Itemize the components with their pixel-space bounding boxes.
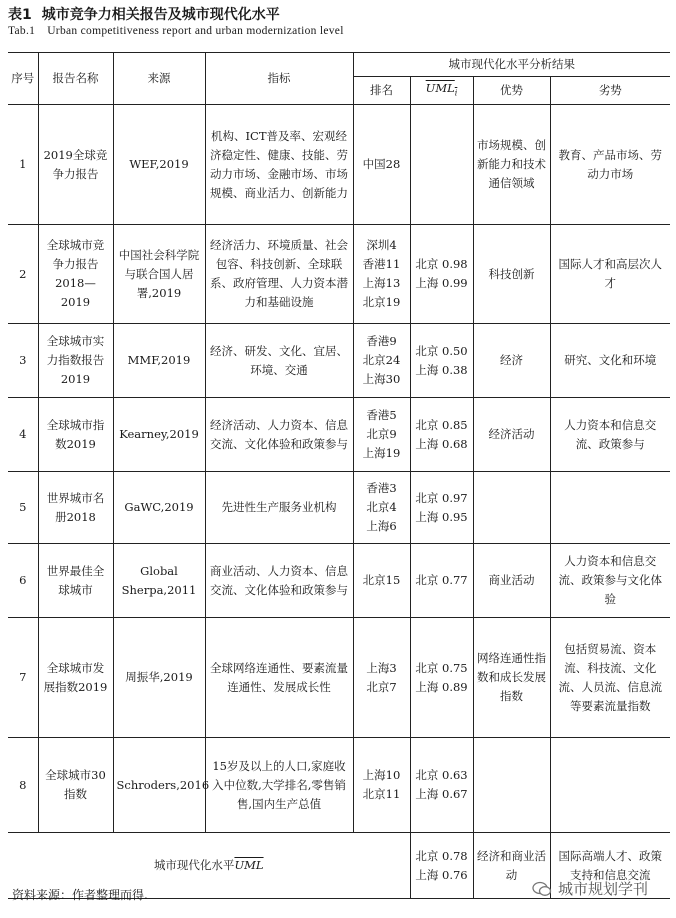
cell-source: Schroders,2016 — [113, 738, 205, 833]
cell-weakness: 人力资本和信息交流、政策参与文化体验 — [550, 544, 670, 618]
table-row — [8, 398, 670, 472]
summary-uml: 北京 0.78 上海 0.76 — [410, 833, 473, 899]
cell-uml: 北京 0.63 上海 0.67 — [410, 738, 473, 833]
table-caption-cn — [8, 6, 280, 24]
table-number-en: Tab.1 — [8, 25, 36, 37]
cell-source: 中国社会科学院与联合国人居署,2019 — [113, 225, 205, 324]
cell-weakness — [550, 472, 670, 544]
cell-source: Global Sherpa,2011 — [113, 544, 205, 618]
cell-weakness: 研究、文化和环境 — [550, 324, 670, 398]
cell-rank: 中国28 — [353, 105, 410, 225]
cell-report: 全球城市30指数 — [38, 738, 113, 833]
watermark — [532, 878, 648, 899]
table-row — [8, 738, 670, 833]
cell-indicators: 机构、ICT普及率、宏观经济稳定性、健康、技能、劳动力市场、金融市场、市场规模、商业活力、创新能力 — [205, 105, 353, 225]
cell-source: 周振华,2019 — [113, 618, 205, 738]
cell-index: 3 — [8, 324, 38, 398]
table-title-en: Urban competitiveness report and urban modernization level — [47, 25, 344, 37]
cell-report: 2019全球竞争力报告 — [38, 105, 113, 225]
summary-uml-symbol: $\overline{UML}$ — [234, 858, 264, 873]
cell-source: GaWC,2019 — [113, 472, 205, 544]
cell-uml: 北京 0.75 上海 0.89 — [410, 618, 473, 738]
cell-rank: 香港5 北京9 上海19 — [353, 398, 410, 472]
cell-weakness: 国际人才和高层次人才 — [550, 225, 670, 324]
cell-strength: 商业活动 — [473, 544, 550, 618]
cell-index: 2 — [8, 225, 38, 324]
cell-index: 5 — [8, 472, 38, 544]
header-source: 来源 — [113, 53, 205, 105]
cell-indicators: 经济活动、人力资本、信息交流、文化体验和政策参与 — [205, 398, 353, 472]
cell-report: 全球城市实力指数报告 2019 — [38, 324, 113, 398]
cell-strength: 经济活动 — [473, 398, 550, 472]
header-index: 序号 — [8, 53, 38, 105]
cell-uml — [410, 105, 473, 225]
competitiveness-table — [8, 52, 670, 899]
cell-uml: 北京 0.77 — [410, 544, 473, 618]
cell-strength — [473, 738, 550, 833]
cell-report: 世界最佳全球城市 — [38, 544, 113, 618]
watermark-text: 城市规划学刊 — [558, 880, 649, 898]
cell-weakness: 教育、产品市场、劳动力市场 — [550, 105, 670, 225]
table-row — [8, 544, 670, 618]
cell-indicators: 经济、研发、文化、宜居、环境、交通 — [205, 324, 353, 398]
cell-source: WEF,2019 — [113, 105, 205, 225]
cell-strength: 经济 — [473, 324, 550, 398]
cell-report: 全球城市发展指数2019 — [38, 618, 113, 738]
source-note: 资料来源：作者整理而得. — [12, 888, 148, 902]
summary-label-prefix: 城市现代化水平 — [153, 858, 235, 873]
cell-rank: 香港9 北京24 上海30 — [353, 324, 410, 398]
table-title-cn: 城市竞争力相关报告及城市现代化水平 — [41, 7, 280, 23]
header-rank: 排名 — [353, 77, 410, 105]
cell-indicators: 全球网络连通性、要素流量连通性、发展成长性 — [205, 618, 353, 738]
cell-uml: 北京 0.97 上海 0.95 — [410, 472, 473, 544]
cell-uml: 北京 0.50 上海 0.38 — [410, 324, 473, 398]
cell-index: 4 — [8, 398, 38, 472]
cell-report: 全球城市竞争力报告2018—2019 — [38, 225, 113, 324]
table-caption-en — [8, 24, 344, 39]
cell-rank: 上海3 北京7 — [353, 618, 410, 738]
uml-subscript: i — [454, 88, 458, 98]
cell-rank: 深圳4 香港11 上海13 北京19 — [353, 225, 410, 324]
cell-index: 6 — [8, 544, 38, 618]
cell-indicators: 商业活动、人力资本、信息交流、文化体验和政策参与 — [205, 544, 353, 618]
cell-weakness: 人力资本和信息交流、政策参与 — [550, 398, 670, 472]
cell-weakness — [550, 738, 670, 833]
summary-strength: 经济和商业活动 — [473, 833, 550, 899]
table-row — [8, 618, 670, 738]
cell-strength: 网络连通性指数和成长发展指数 — [473, 618, 550, 738]
table-row — [8, 472, 670, 544]
cell-indicators: 经济活力、环境质量、社会包容、科技创新、全球联系、政府管理、人力资本潜力和基础设施 — [205, 225, 353, 324]
cell-source: Kearney,2019 — [113, 398, 205, 472]
header-weakness: 劣势 — [550, 77, 670, 105]
cell-strength: 市场规模、创新能力和技术通信领域 — [473, 105, 550, 225]
table-row — [8, 324, 670, 398]
cell-uml: 北京 0.98 上海 0.99 — [410, 225, 473, 324]
cell-indicators: 15岁及以上的人口,家庭收入中位数,大学排名,零售销售,国内生产总值 — [205, 738, 353, 833]
wechat-icon — [532, 881, 552, 897]
table-number-cn: 表1 — [8, 7, 32, 23]
table-row — [8, 225, 670, 324]
header-report: 报告名称 — [38, 53, 113, 105]
cell-index: 8 — [8, 738, 38, 833]
cell-strength — [473, 472, 550, 544]
cell-report: 全球城市指数2019 — [38, 398, 113, 472]
cell-strength: 科技创新 — [473, 225, 550, 324]
cell-uml: 北京 0.85 上海 0.68 — [410, 398, 473, 472]
cell-rank: 北京15 — [353, 544, 410, 618]
header-uml — [410, 77, 473, 105]
summary-weakness: 国际高端人才、政策支持和信息交流 — [550, 833, 670, 899]
cell-rank: 香港3 北京4 上海6 — [353, 472, 410, 544]
cell-rank: 上海10 北京11 — [353, 738, 410, 833]
header-strength: 优势 — [473, 77, 550, 105]
header-indicators: 指标 — [205, 53, 353, 105]
cell-source: MMF,2019 — [113, 324, 205, 398]
cell-index: 1 — [8, 105, 38, 225]
cell-indicators: 先进性生产服务业机构 — [205, 472, 353, 544]
header-group: 城市现代化水平分析结果 — [353, 53, 670, 77]
cell-weakness: 包括贸易流、资本流、科技流、文化流、人员流、信息流等要素流量指数 — [550, 618, 670, 738]
cell-report: 世界城市名册2018 — [38, 472, 113, 544]
uml-symbol: $\overline{UML}$ — [425, 81, 455, 95]
cell-index: 7 — [8, 618, 38, 738]
table-row — [8, 105, 670, 225]
